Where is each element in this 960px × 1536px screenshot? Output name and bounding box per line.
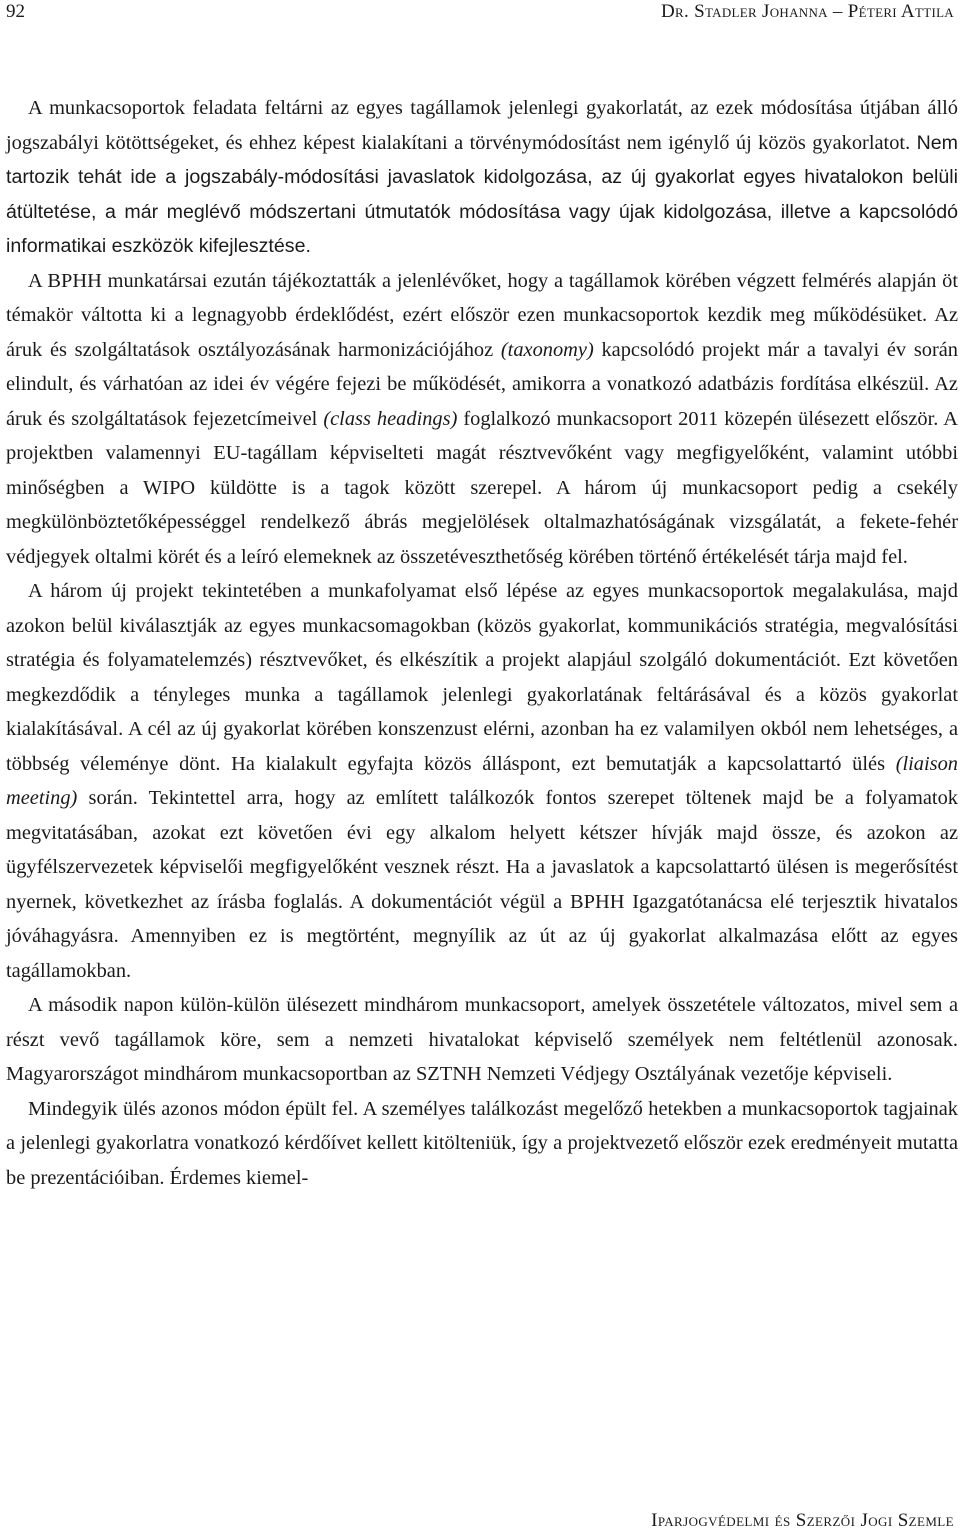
italic-term: (liaison meeting) [6,752,958,809]
italic-term: (class headings) [323,407,458,430]
article-body [6,91,958,1195]
text-segment: kapcsolódó projekt már a tavalyi év során elindult, és várhatóan az idei év végére fejezi be működését, amikorra a vonatkozó adatbázis fordítása elkészül. Az áruk és szolgáltatások fejezetcímeivel [6,338,958,430]
italic-term: (taxonomy) [500,338,594,361]
paragraph [6,91,958,264]
paragraph [6,264,958,575]
paragraph [6,1092,958,1196]
text-segment: Nem tartozik tehát ide a jogszabály-módosítási javaslatok kidolgozása, az új gyakorlat egyes hivatalokon belüli átültetése, a már meglévő módszertani útmutatók módosítása vagy újak kidolgozása, illetve a kapcsolódó informatikai eszközök kifejlesztése. [6,131,958,257]
text-segment: A BPHH munkatársai ezután tájékoztatták a jelenlévőket, hogy a tagállamok körében végzett felmérés alapján öt témakör váltotta ki a legnagyobb érdeklődést, ezért először ezen munkacsoportok kezdik meg működésüket. Az áruk és szolgáltatások osztályozásának harmonizációjához [6,269,958,361]
paragraph [6,988,958,1092]
page-header [6,0,954,24]
running-head-authors: Dr. Stadler Johanna – Péteri Attila [660,1,954,22]
journal-title-footer: Iparjogvédelmi és Szerzői Jogi Szemle [651,1510,954,1531]
paragraph [6,574,958,988]
text-segment: Mindegyik ülés azonos módon épült fel. A személyes találkozást megelőző hetekben a munkacsoportok tagjainak a jelenlegi gyakorlatra vonatkozó kérdőívet kellett kitölteniük, így a projektvezető először ezek eredményeit mutatta be prezentációiban. Érdemes kiemel- [6,1097,958,1189]
page-number: 92 [6,1,25,22]
text-segment: foglalkozó munkacsoport 2011 közepén ülésezett először. A projektben valamennyi EU-tagállam képviselteti magát résztvevőként vagy megfigyelőként, valamint utóbbi minőségben a WIPO küldötte is a tagok között szerepel. A három új munkacsoport pedig a csekély megkülönböztetőképességgel rendelkező ábrás megjelölések oltalmazhatóságának vizsgálatát, a fekete-fehér védjegyek oltalmi körét és a leíró elemeknek az összetéveszthetőség körében történő értékelését tárja majd fel. [6,407,958,568]
text-segment: A munkacsoportok feladata feltárni az egyes tagállamok jelenlegi gyakorlatát, az ezek módosítása útjában álló jogszabályi kötöttségeket, és ehhez képest kialakítani a törvénymódosítást nem igénylő új közös gyakorlatot. [6,97,958,154]
text-segment: A három új projekt tekintetében a munkafolyamat első lépése az egyes munkacsoportok megalakulása, majd azokon belül kiválasztják az egyes munkacsomagokban (közös gyakorlat, kommunikációs stratégia, megvalósítási stratégia és folyamatelemzés) résztvevőket, és elkészítik a projekt alapjául szolgáló dokumentációt. Ezt követően megkezdődik a tényleges munka a tagállamok jelenlegi gyakorlatának feltárásával és a közös gyakorlat kialakításával. A cél az új gyakorlat körében konszenzust elérni, azonban ha ez valamilyen okból nem lehetséges, a többség véleménye dönt. Ha kialakult egyfajta közös álláspont, ezt bemutatják a kapcsolattartó ülés [6,580,958,775]
text-segment: A második napon külön-külön ülésezett mindhárom munkacsoport, amelyek összetétele változatos, mivel sem a részt vevő tagállamok köre, sem a nemzeti hivatalokat képviselő személyek nem feltétlenül azonosak. Magyarországot mindhárom munkacsoportban az SZTNH Nemzeti Védjegy Osztályának vezetője képviseli. [6,994,958,1085]
text-segment: során. Tekintettel arra, hogy az említett találkozók fontos szerepet töltenek majd be a folyamatok megvitatásában, azokat ezt követően évi egy alkalom helyett kétszer hívják majd össze, és azokon az ügyfélszervezetek képviselői megfigyelőként vesznek részt. Ha a javaslatok a kapcsolattartó ülésen is megerősítést nyernek, következhet az írásba foglalás. A dokumentációt végül a BPHH Igazgatótanácsa elé terjesztik hivatalos jóváhagyásra. Amennyiben ez is megtörtént, megnyílik az út az új gyakorlat alkalmazása előtt az egyes tagállamokban. [6,787,958,982]
